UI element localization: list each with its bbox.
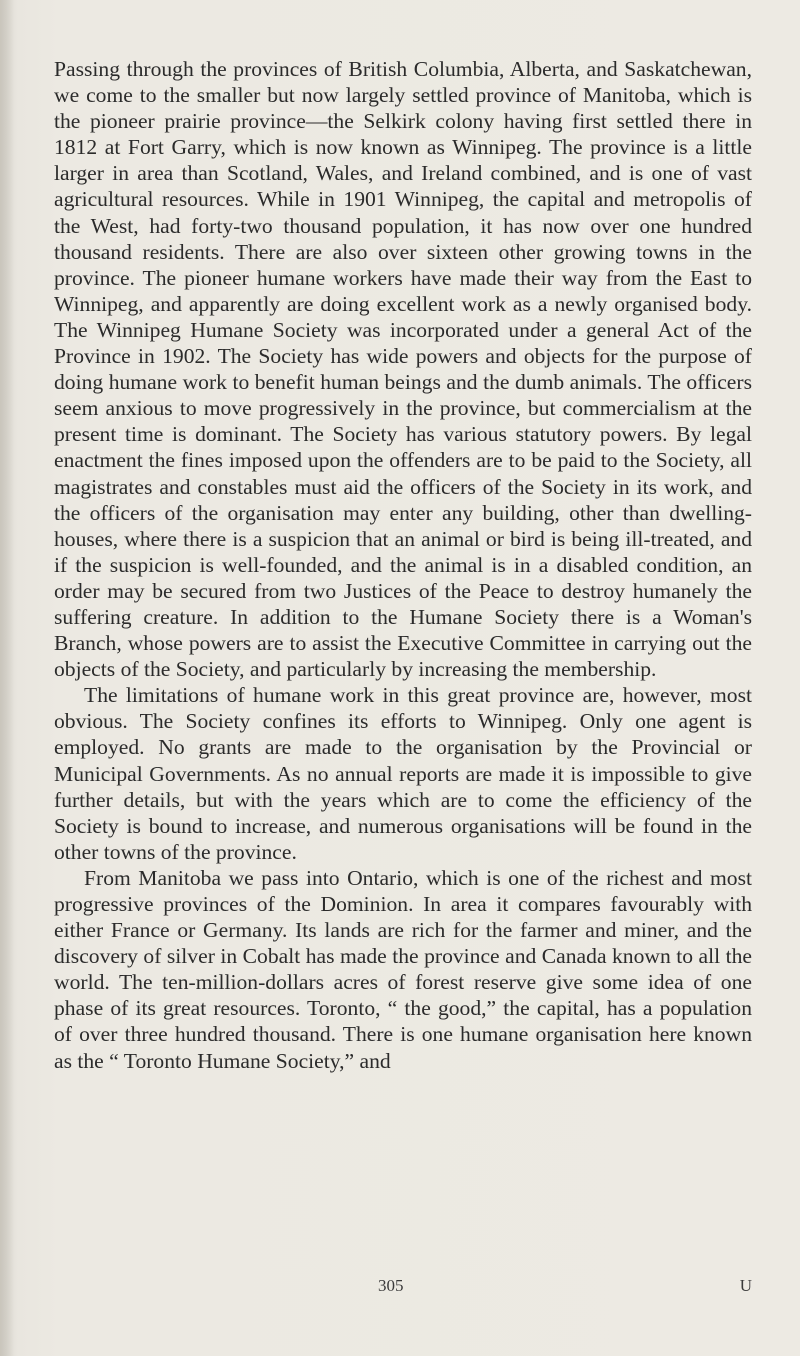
paragraph-ontario: From Manitoba we pass into Ontario, which is one of the richest and most progressive provinces of the Dominion. In area it compares favourably with either France or Germany. Its lands are rich for the farmer and miner, and the discovery of silver in Cobalt has made the province and Canada known to all the world. The ten-million-dollars acres of forest reserve give some idea of one phase of its great resources. Toronto, “ the good,” the capital, has a population of over three hundred thousand. There is one humane organisation here known as the “ Toronto Humane Society,” and [54, 865, 752, 1073]
signature-mark: U [739, 1276, 752, 1295]
page-footer [54, 1276, 752, 1302]
page-number: 305 [378, 1276, 404, 1295]
body-text [54, 56, 752, 1074]
paragraph-limitations: The limitations of humane work in this great province are, however, most obvious. The Society confines its efforts to Winnipeg. Only one agent is employed. No grants are made to the organisation by the Provincial or Municipal Governments. As no annual reports are made it is impossible to give further details, but with the years which are to come the efficiency of the Society is bound to increase, and numerous organisations will be found in the other towns of the province. [54, 683, 752, 864]
gutter-shadow [0, 0, 14, 1356]
paragraph-manitoba: Passing through the provinces of British Columbia, Alberta, and Saskatchewan, we come to the smaller but now largely settled province of Manitoba, which is the pioneer prairie province—the Selkirk colony having first settled there in 1812 at Fort Garry, which is now known as Winnipeg. The province is a little larger in area than Scotland, Wales, and Ireland combined, and is one of vast agricultural resources. While in 1901 Winnipeg, the capital and metropolis of the West, had forty-two thousand population, it has now over one hundred thousand residents. There are also over sixteen other growing towns in the province. The pioneer humane workers have made their way from the East to Winnipeg, and apparently are doing excellent work as a newly organised body. The Winnipeg Humane Society was incorporated under a general Act of the Province in 1902. The Society has wide powers and objects for the purpose of doing humane work to benefit human beings and the dumb animals. The officers seem anxious to move progressively in the province, but commercialism at the present time is dominant. The Society has various statutory powers. By legal enactment the fines imposed upon the offenders are to be paid to the Society, all magistrates and constables must aid the officers of the Society in its work, and the officers of the organisation may enter any building, other than dwelling-houses, where there is a suspicion that an animal or bird is being ill-treated, and if the suspicion is well-founded, and the animal is in a disabled condition, an order may be secured from two Justices of the Peace to destroy humanely the suffering creature. In addition to the Humane Society there is a Woman's Branch, whose powers are to assist the Executive Committee in carrying out the objects of the Society, and particularly by increasing the membership. [54, 57, 752, 682]
